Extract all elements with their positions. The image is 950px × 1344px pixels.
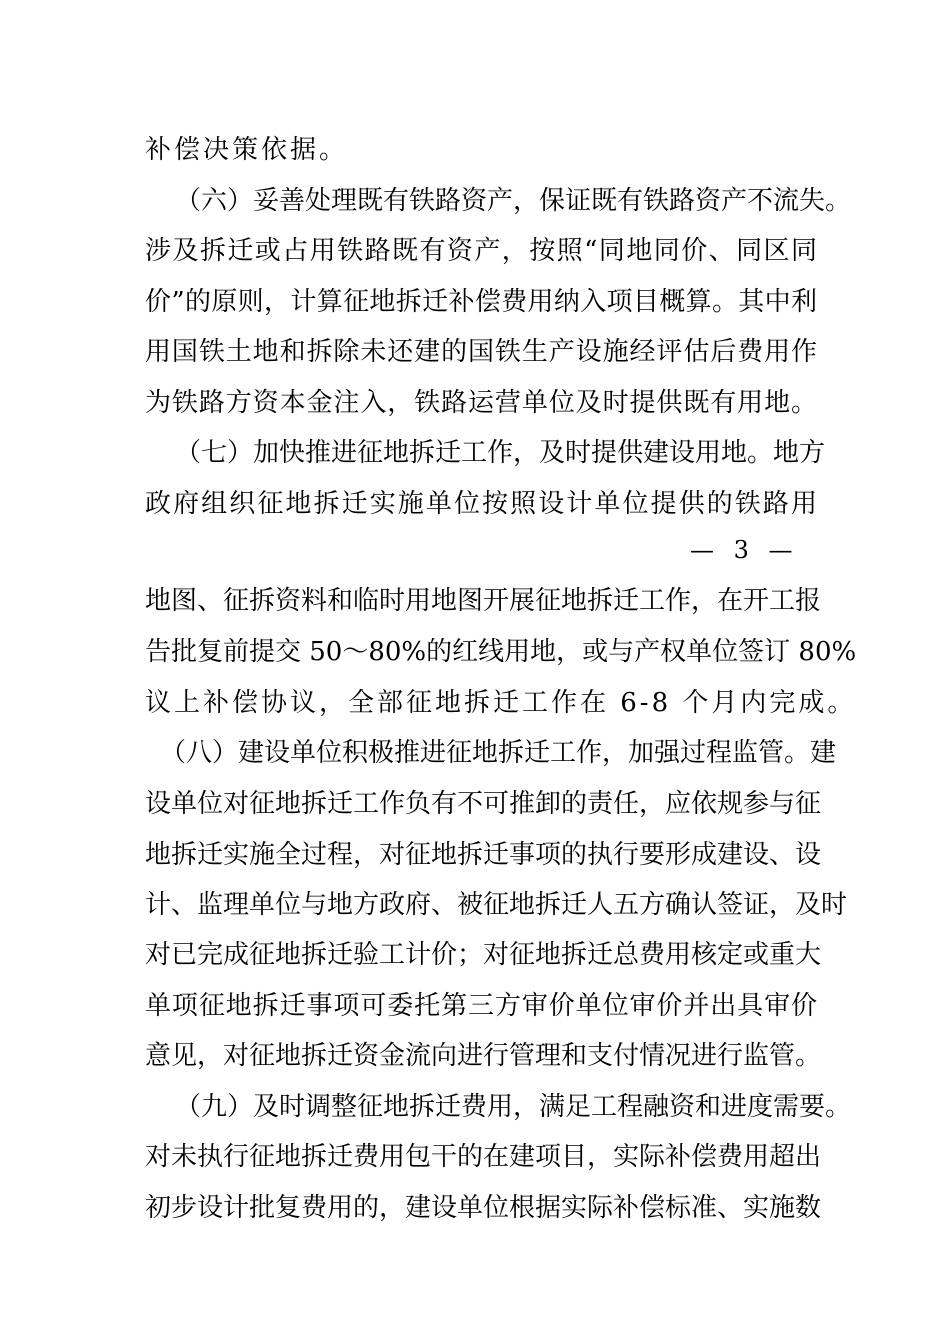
text-line-14: 地拆迁实施全过程，对征地拆迁事项的执行要形成建设、设 [145,840,822,870]
text-line-13: 设单位对征地拆迁工作负有不可推卸的责任，应依规参与征 [145,789,822,819]
text-line-20: 对未执行征地拆迁费用包干的在建项目，实际补偿费用超出 [145,1142,822,1172]
text-line-1: 补偿决策依据。 [145,135,349,165]
text-line-2: （六）妥善处理既有铁路资产，保证既有铁路资产不流失。 [175,186,852,216]
text-line-11: 议上补偿协议，全部征地拆迁工作在 6-8 个月内完成。 [145,688,857,718]
text-line-8: 政府组织征地拆迁实施单位按照设计单位提供的铁路用 [145,489,817,519]
text-line-3: 涉及拆迁或占用铁路既有资产，按照“同地同价、同区同 [145,236,817,266]
text-line-19: （九）及时调整征地拆迁费用，满足工程融资和进度需要。 [175,1092,852,1122]
page-number: — 3 — [690,536,799,564]
text-line-12: （八）建设单位积极推进征地拆迁工作，加强过程监管。建 [160,738,837,768]
text-line-7: （七）加快推进征地拆迁工作，及时提供建设用地。地方 [175,438,826,468]
text-line-5: 用国铁土地和拆除未还建的国铁生产设施经评估后费用作 [145,337,817,367]
text-line-10: 告批复前提交 50～80%的红线用地，或与产权单位签订 80% [145,637,857,667]
text-line-17: 单项征地拆迁事项可委托第三方审价单位审价并出具审价 [145,991,817,1021]
text-line-9: 地图、征拆资料和临时用地图开展征地拆迁工作，在开工报 [145,586,822,616]
text-line-4: 价”的原则，计算征地拆迁补偿费用纳入项目概算。其中利 [145,287,817,317]
text-line-21: 初步设计批复费用的，建设单位根据实际补偿标准、实施数 [145,1193,822,1223]
text-line-6: 为铁路方资本金注入，铁路运营单位及时提供既有用地。 [145,388,817,418]
text-line-18: 意见，对征地拆迁资金流向进行管理和支付情况进行监管。 [145,1041,822,1071]
text-line-16: 对已完成征地拆迁验工计价；对征地拆迁总费用核定或重大 [145,940,822,970]
text-line-15: 计、监理单位与地方政府、被征地拆迁人五方确认签证，及时 [145,890,848,920]
